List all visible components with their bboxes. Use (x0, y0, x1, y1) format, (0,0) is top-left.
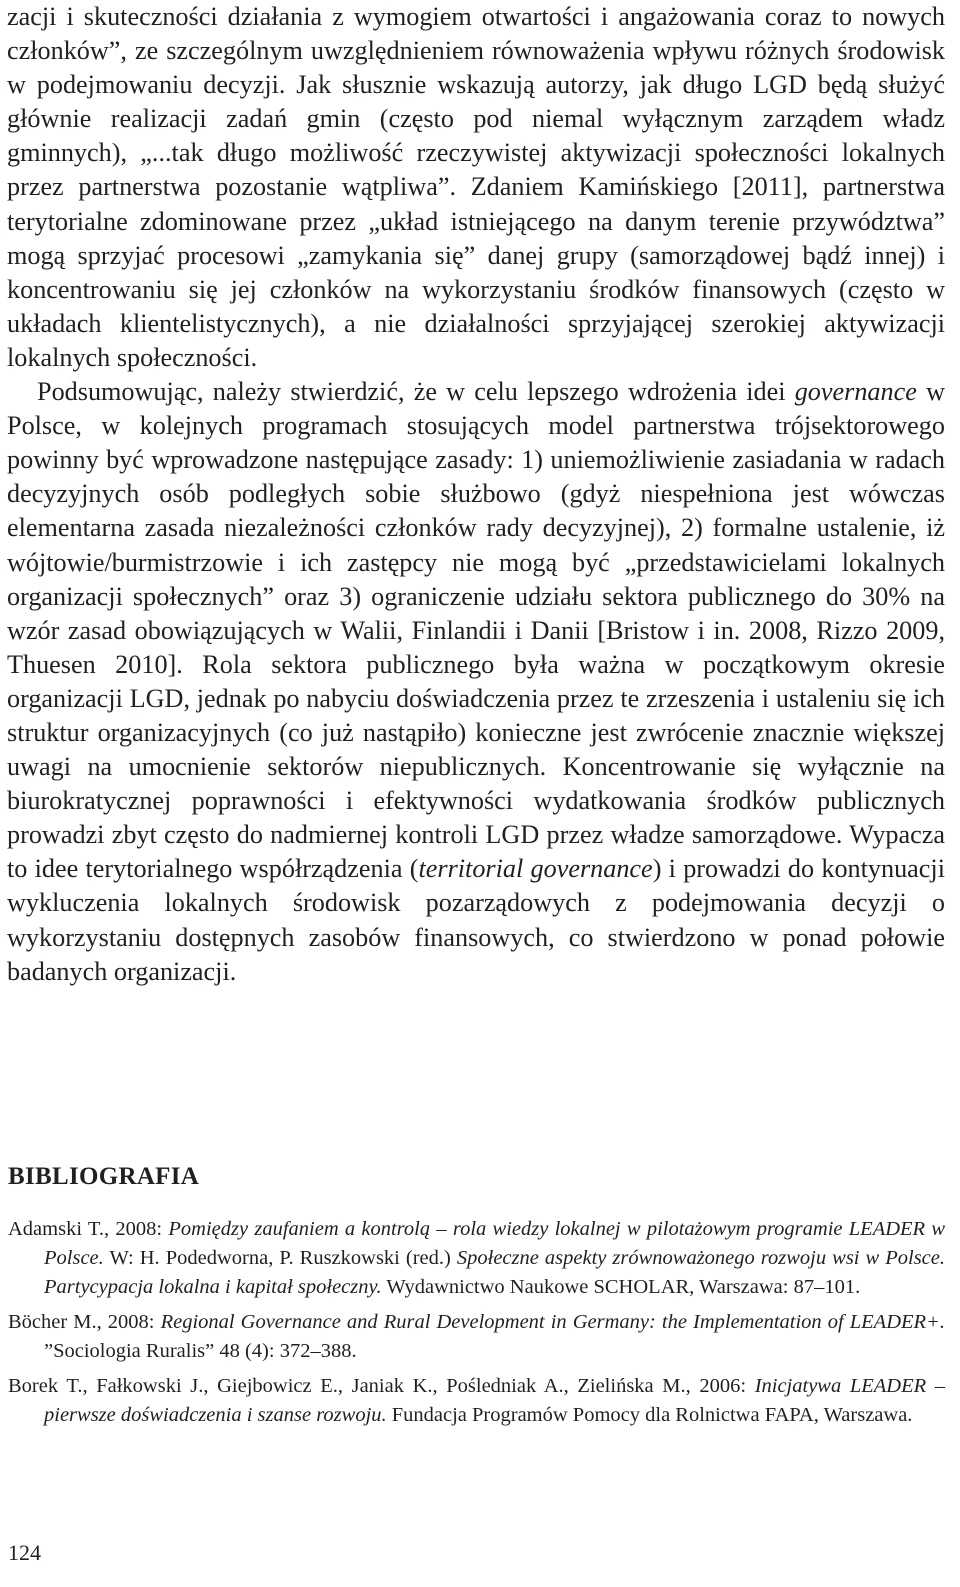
ref-title: Inicjatywa LEADER – pierwsze doświadczenia i szanse rozwoju. (44, 1375, 945, 1426)
bibliography-entry (8, 1308, 945, 1366)
paragraph-text: ) i prowadzi do kontynuacji wykluczenia lokalnych środowisk pozarządowych z podejmowania decyzji o wykorzystaniu dostępnych zasobów finansowych, co stwierdzono w ponad połowie badanych organizacji. (7, 854, 945, 986)
paragraph-text: Podsumowując, należy stwierdzić, że w celu lepszego wdrożenia idei (37, 377, 795, 407)
ref-editors: W: H. Podedworna, P. Ruszkowski (red.) (103, 1247, 457, 1269)
paragraph (7, 375, 945, 989)
ref-journal: ”Sociologia Ruralis” 48 (4): 372–388. (44, 1340, 357, 1362)
ref-author: Böcher M., 2008: (8, 1311, 161, 1333)
italic-term: territorial governance (418, 854, 653, 884)
ref-title: Pomiędzy zaufaniem a kontrolą – rola wiedzy lokalnej w pilotażowym programie LEADER w Polsce. (44, 1218, 945, 1269)
bibliography-entry (8, 1372, 945, 1430)
ref-publisher: Fundacja Programów Pomocy dla Rolnictwa FAPA, Warszawa. (386, 1404, 913, 1426)
paragraph-text: w Polsce, w kolejnych programach stosujących model partnerstwa trójsektorowego powinny być wprowadzone następujące zasady: 1) uniemożliwienie zasiadania w radach decyzyjnych osób podległych sobie służbowo (gdyż niespełniona jest wówczas elementarna zasada niezależności członków rady decyzyjnej), 2) formalne ustalenie, iż wójtowie/burmistrzowie i ich zastępcy nie mogą być „przedstawicielami lokalnych organizacji społecznych” oraz 3) ograniczenie udziału sektora publicznego do 30% na wzór zasad obowiązujących w Walii, Finlandii i Danii [Bristow i in. 2008, Rizzo 2009, Thuesen 2010]. Rola sektora publicznego była ważna w początkowym okresie organizacji LGD, jednak po nabyciu doświadczenia przez te zrzeszenia i ustaleniu się ich struktur organizacyjnych (co już nastąpiło) konieczne jest zwrócenie znacznie większej uwagi na umocnienie sektorów niepublicznych. Koncentrowanie się wyłącznie na biurokratycznej poprawności i efektywności wydatkowania środków publicznych prowadzi zbyt często do nadmiernej kontroli LGD przez władze samorządowe. Wypacza to idee terytorialnego współrządzenia ( (7, 377, 945, 884)
ref-publisher: Wydawnictwo Naukowe SCHOLAR, Warszawa: 87–101. (381, 1276, 861, 1298)
ref-author: Borek T., Fałkowski J., Giejbowicz E., Janiak K., Pośledniak A., Zielińska M., 2006: (8, 1375, 755, 1397)
section-heading: BIBLIOGRAFIA (8, 1163, 200, 1190)
paragraph-text: zacji i skuteczności działania z wymogiem otwartości i angażowania coraz to nowych członków”, ze szczególnym uwzględnieniem równoważenia wpływu różnych środowisk w podejmowaniu decyzji. Jak słusznie wskazują autorzy, jak długo LGD będą służyć głównie realizacji zadań gmin (często pod niemal wyłącznym zarządem władz gminnych), „...tak długo możliwość rzeczywistej aktywizacji społeczności lokalnych przez partnerstwa pozostanie wątpliwa”. Zdaniem Kamińskiego [2011], partnerstwa terytorialne zdominowane przez „układ istniejącego na danym terenie przywództwa” mogą sprzyjać procesowi „zamykania się” danej grupy (samorządowej bądź innej) i koncentrowaniu się jej członków na wykorzystaniu środków finansowych (często w układach klientelistycznych), a nie działalności sprzyjającej szerokiej aktywizacji lokalnych społeczności. (7, 2, 945, 372)
ref-title: Regional Governance and Rural Development in Germany: the Implementation of LEADER+. (160, 1311, 945, 1333)
body-text (7, 0, 945, 989)
italic-term: governance (794, 377, 917, 407)
ref-author: Adamski T., 2008: (8, 1218, 169, 1240)
bibliography-entry (8, 1215, 945, 1302)
bibliography-list (8, 1215, 945, 1436)
page-number: 124 (8, 1540, 41, 1565)
ref-book-title: Społeczne aspekty zrównoważonego rozwoju wsi w Polsce. Partycypacja lokalna i kapitał społeczny. (44, 1247, 945, 1298)
paragraph (7, 0, 945, 375)
